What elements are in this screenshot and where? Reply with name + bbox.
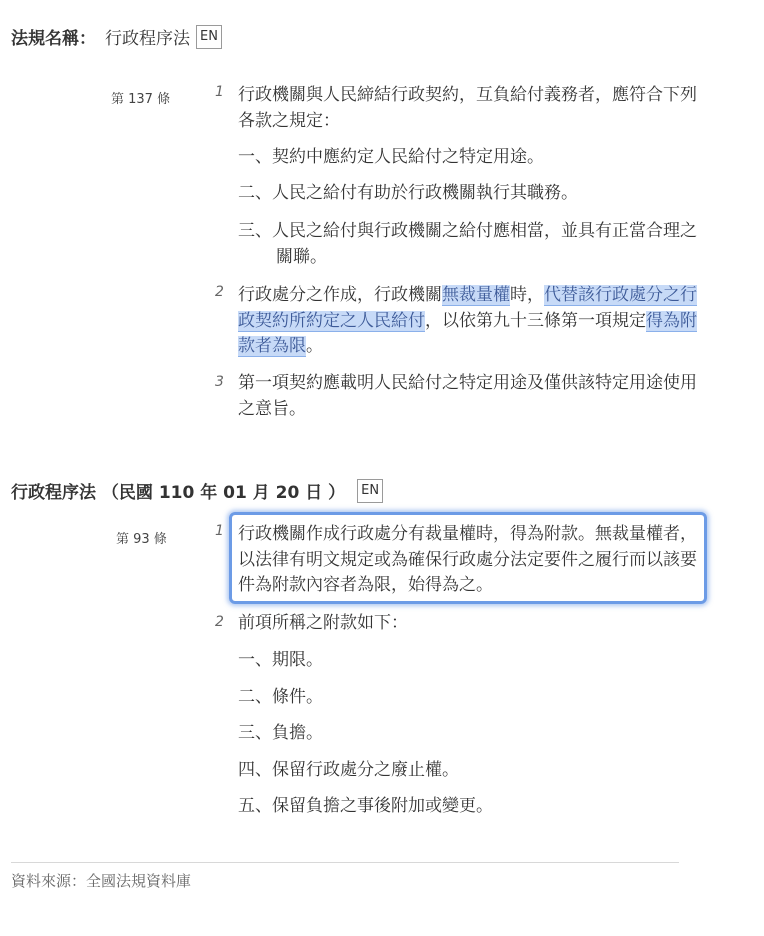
- text-segment: ，以依第九十三條第一項規定: [425, 310, 646, 331]
- law-name-header: [11, 24, 222, 49]
- highlighted-text[interactable]: 代替該行政處分之行政契約所約定之人民給付: [238, 285, 697, 331]
- paragraph-text: 第一項契約應載明人民給付之特定用途及僅供該特定用途使用之意旨。: [238, 373, 697, 419]
- list-item: 五、保留負擔之事後附加或變更。: [238, 796, 493, 816]
- paragraph-text: [238, 283, 698, 360]
- list-item: 四、保留行政處分之廢止權。: [238, 760, 459, 780]
- law-version-title[interactable]: 行政程序法 （民國 110 年 01 月 20 日 ）: [11, 483, 346, 503]
- paragraph-text: 行政機關與人民締結行政契約，互負給付義務者，應符合下列各款之規定：: [238, 85, 697, 131]
- list-item: 二、條件。: [238, 687, 323, 707]
- text-segment: 行政處分之作成，行政機關: [238, 285, 442, 305]
- law-name[interactable]: 行政程序法: [105, 29, 190, 49]
- article-number[interactable]: 第 137 條: [111, 92, 171, 107]
- law-name-label: 法規名稱：: [11, 29, 96, 49]
- en-button[interactable]: EN: [357, 479, 383, 503]
- list-item: 三、負擔。: [238, 723, 323, 743]
- paragraph-number: 2: [215, 284, 224, 300]
- law-version-header: [11, 478, 383, 503]
- paragraph-number: 1: [215, 523, 224, 539]
- divider: [11, 862, 679, 863]
- list-item: 三、人民之給付與行政機關之給付應相當，並具有正當合理之關聯。: [238, 221, 697, 267]
- article-number[interactable]: 第 93 條: [116, 532, 167, 547]
- highlighted-text[interactable]: 無裁量權: [442, 285, 510, 305]
- paragraph-number: 3: [215, 374, 224, 390]
- paragraph-number: 1: [215, 84, 224, 100]
- paragraph-text: 前項所稱之附款如下：: [238, 613, 408, 633]
- source-footer: 資料來源：全國法規資料庫: [11, 872, 192, 890]
- text-segment: 時，: [510, 285, 544, 305]
- en-button[interactable]: EN: [196, 25, 222, 49]
- list-item: 二、人民之給付有助於行政機關執行其職務。: [238, 183, 578, 203]
- text-segment: 。: [306, 336, 323, 356]
- list-item: 一、期限。: [238, 650, 323, 670]
- paragraph-text[interactable]: 行政機關作成行政處分有裁量權時，得為附款。無裁量權者，以法律有明文規定或為確保行政處分法定要件之履行而以該要件為附款內容者為限，始得為之。: [238, 524, 697, 595]
- list-item: 一、契約中應約定人民給付之特定用途。: [238, 147, 544, 167]
- paragraph-number: 2: [215, 614, 224, 630]
- highlighted-text[interactable]: 得為附款者為限: [238, 310, 697, 356]
